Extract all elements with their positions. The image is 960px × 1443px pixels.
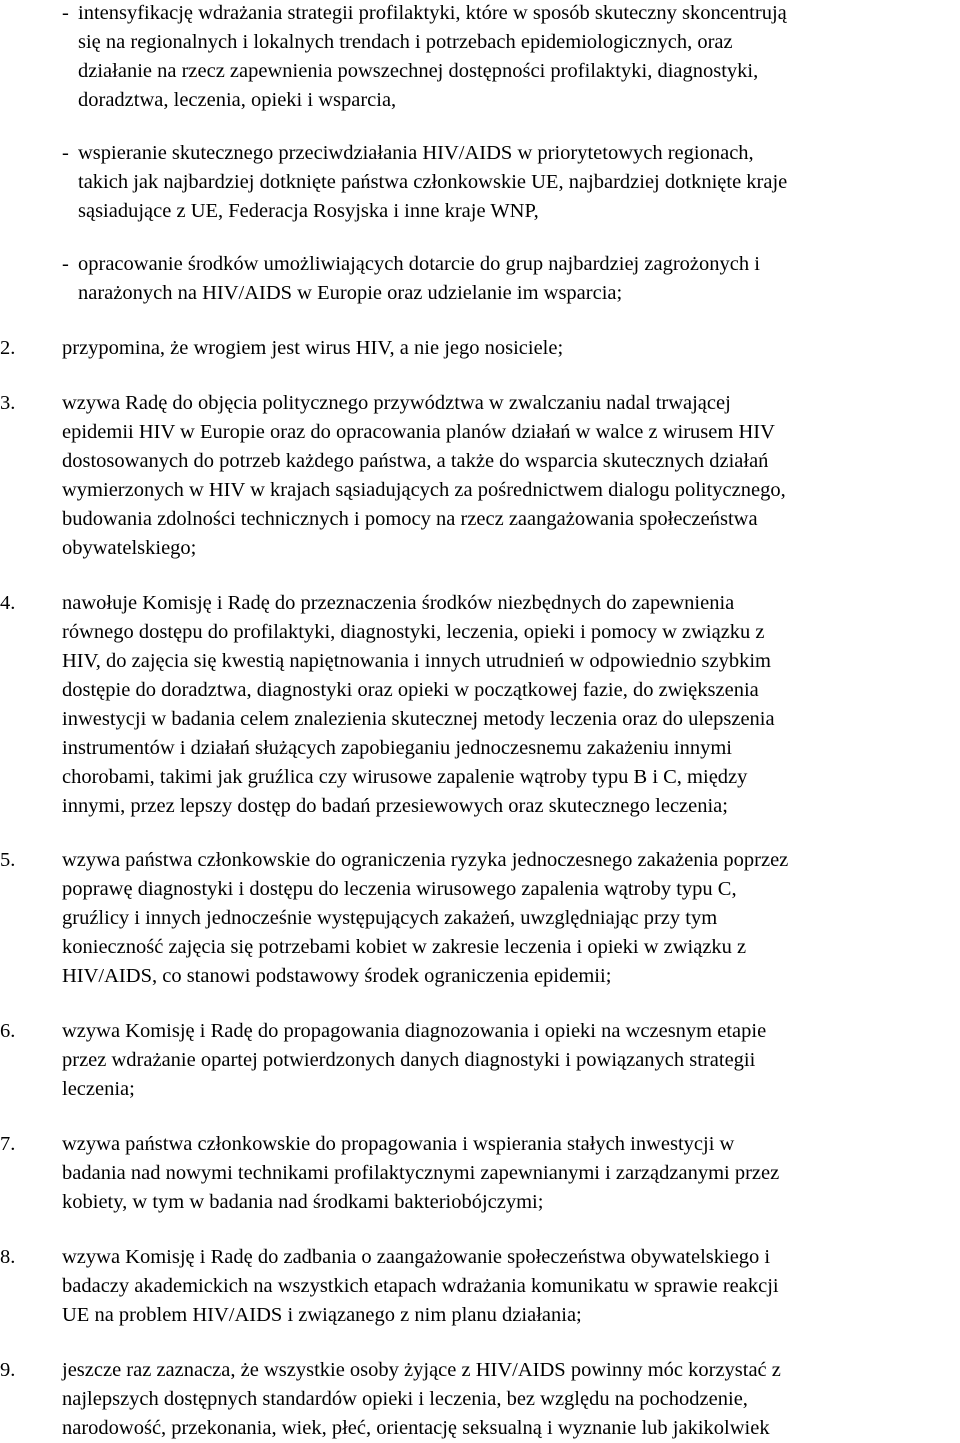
numbered-item <box>0 1017 958 1104</box>
list-item <box>62 250 958 308</box>
text-line: działanie na rzecz zapewnienia powszechnej dostępności profilaktyki, diagnostyki, <box>78 60 759 82</box>
text-line: równego dostępu do profilaktyki, diagnostyki, leczenia, opieki i pomocy w związku z <box>62 621 765 643</box>
numbered-item <box>0 589 958 821</box>
list-item <box>62 0 958 115</box>
list-bullet: - <box>62 253 69 275</box>
item-number: 8. <box>0 1246 16 1268</box>
list-bullet: - <box>62 2 69 24</box>
text-line: wzywa Komisję i Radę do propagowania diagnozowania i opieki na wczesnym etapie <box>62 1020 767 1042</box>
text-line: intensyfikację wdrażania strategii profilaktyki, które w sposób skuteczny skoncentrują <box>78 2 787 24</box>
text-line: inwestycji w badania celem znalezienia skutecznej metody leczenia oraz do ulepszenia <box>62 708 775 730</box>
text-line: narodowość, przekonania, wiek, płeć, orientację seksualną i wyznanie lub jakikolwiek <box>62 1417 770 1439</box>
item-number: 5. <box>0 849 16 871</box>
item-text <box>62 389 958 563</box>
text-line: badaczy akademickich na wszystkich etapach wdrażania komunikatu w sprawie reakcji <box>62 1275 779 1297</box>
item-number: 9. <box>0 1359 16 1381</box>
list-item-text <box>78 0 958 115</box>
text-line: dostępie do doradztwa, diagnostyki oraz opieki w początkowej fazie, do zwiększenia <box>62 679 759 701</box>
text-line: wspieranie skutecznego przeciwdziałania HIV/AIDS w priorytetowych regionach, <box>78 142 754 164</box>
numbered-item <box>0 846 958 991</box>
text-line: innymi, przez lepszy dostęp do badań przesiewowych oraz skutecznego leczenia; <box>62 795 728 817</box>
item-number: 7. <box>0 1133 16 1155</box>
text-line: wzywa państwa członkowskie do ograniczenia ryzyka jednoczesnego zakażenia poprzez <box>62 849 789 871</box>
text-line: badania nad nowymi technikami profilaktycznymi zapewnianymi i zarządzanymi przez <box>62 1162 780 1184</box>
numbered-item <box>0 389 958 563</box>
text-line: się na regionalnych i lokalnych trendach i potrzebach epidemiologicznych, oraz <box>78 31 733 53</box>
text-line: HIV, do zajęcia się kwestią napiętnowania i innych utrudnień w odpowiednio szybkim <box>62 650 771 672</box>
text-line: kobiety, w tym w badania nad środkami bakteriobójczymi; <box>62 1191 544 1213</box>
text-line: gruźlicy i innych jednocześnie występujących zakażeń, uwzględniając przy tym <box>62 907 718 929</box>
text-line: wzywa państwa członkowskie do propagowania i wspierania stałych inwestycji w <box>62 1133 735 1155</box>
text-line: konieczność zajęcia się potrzebami kobiet w zakresie leczenia i opieki w związku z <box>62 936 747 958</box>
item-text <box>62 334 958 363</box>
item-number: 6. <box>0 1020 16 1042</box>
item-text <box>62 1243 958 1330</box>
list-item-text <box>78 139 958 226</box>
numbered-item <box>0 1356 958 1443</box>
list-item-text <box>78 250 958 308</box>
text-line: epidemii HIV w Europie oraz do opracowania planów działań w walce z wirusem HIV <box>62 421 775 443</box>
item-text <box>62 1356 958 1443</box>
text-line: doradztwa, leczenia, opieki i wsparcia, <box>78 89 397 111</box>
item-text <box>62 1017 958 1104</box>
text-line: poprawę diagnostyki i dostępu do leczenia wirusowego zapalenia wątroby typu C, <box>62 878 737 900</box>
item-text <box>62 589 958 821</box>
text-line: wzywa Komisję i Radę do zadbania o zaangażowanie społeczeństwa obywatelskiego i <box>62 1246 771 1268</box>
item-number: 4. <box>0 592 16 614</box>
text-line: dostosowanych do potrzeb każdego państwa, a także do wsparcia skutecznych działań <box>62 450 769 472</box>
item-text <box>62 1130 958 1217</box>
text-line: opracowanie środków umożliwiających dotarcie do grup najbardziej zagrożonych i <box>78 253 760 275</box>
text-line: budowania zdolności technicznych i pomocy na rzecz zaangażowania społeczeństwa <box>62 508 758 530</box>
text-line: jeszcze raz zaznacza, że wszystkie osoby żyjące z HIV/AIDS powinny móc korzystać z <box>62 1359 781 1381</box>
numbered-item <box>0 334 958 363</box>
text-line: narażonych na HIV/AIDS w Europie oraz udzielanie im wsparcia; <box>78 282 623 304</box>
text-line: instrumentów i działań służących zapobieganiu jednoczesnemu zakażeniu innymi <box>62 737 732 759</box>
text-line: wymierzonych w HIV w krajach sąsiadujących za pośrednictwem dialogu politycznego, <box>62 479 786 501</box>
text-line: nawołuje Komisję i Radę do przeznaczenia środków niezbędnych do zapewnienia <box>62 592 735 614</box>
text-line: sąsiadujące z UE, Federacja Rosyjska i inne kraje WNP, <box>78 200 539 222</box>
text-line: UE na problem HIV/AIDS i związanego z nim planu działania; <box>62 1304 582 1326</box>
text-line: HIV/AIDS, co stanowi podstawowy środek ograniczenia epidemii; <box>62 965 612 987</box>
text-line: przez wdrażanie opartej potwierdzonych danych diagnostyki i powiązanych strategii <box>62 1049 756 1071</box>
text-line: najlepszych dostępnych standardów opieki i leczenia, bez względu na pochodzenie, <box>62 1388 748 1410</box>
text-line: obywatelskiego; <box>62 537 197 559</box>
item-text <box>62 846 958 991</box>
numbered-item <box>0 1243 958 1330</box>
item-number: 3. <box>0 392 16 414</box>
text-line: wzywa Radę do objęcia politycznego przywództwa w zwalczaniu nadal trwającej <box>62 392 731 414</box>
numbered-item <box>0 1130 958 1217</box>
text-line: chorobami, takimi jak gruźlica czy wirusowe zapalenie wątroby typu B i C, między <box>62 766 748 788</box>
text-line: takich jak najbardziej dotknięte państwa członkowskie UE, najbardziej dotknięte kraje <box>78 171 788 193</box>
text-line: przypomina, że wrogiem jest wirus HIV, a nie jego nosiciele; <box>62 337 564 359</box>
list-item <box>62 139 958 226</box>
list-bullet: - <box>62 142 69 164</box>
text-line: leczenia; <box>62 1078 135 1100</box>
item-number: 2. <box>0 337 16 359</box>
